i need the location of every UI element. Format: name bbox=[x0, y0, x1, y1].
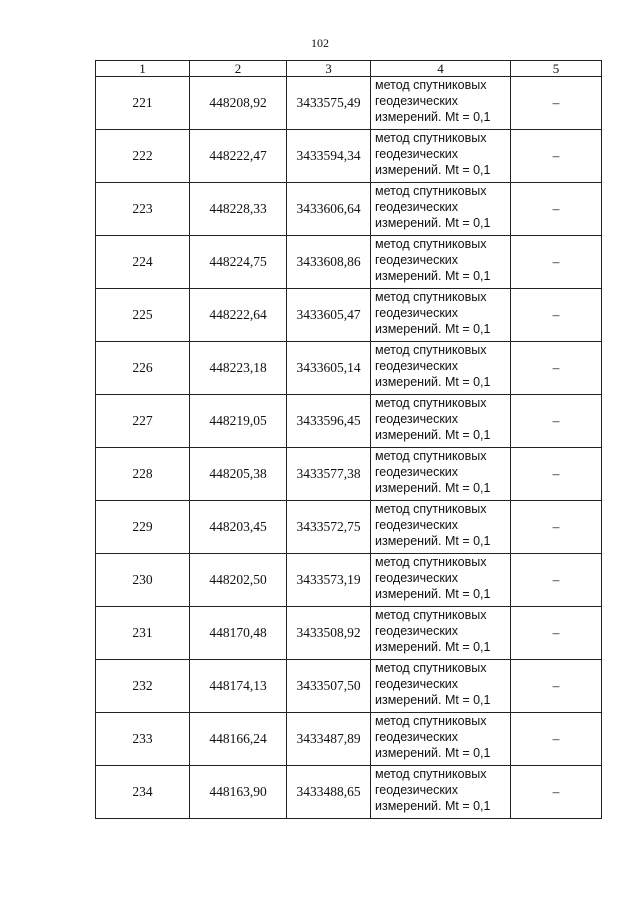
page-number: 102 bbox=[311, 36, 329, 50]
note-cell: – bbox=[511, 766, 602, 819]
method-line: метод спутниковых bbox=[375, 290, 487, 304]
y-coordinate-cell: 3433605,14 bbox=[287, 342, 371, 395]
x-coordinate-cell: 448224,75 bbox=[190, 236, 287, 289]
point-number-cell: 232 bbox=[96, 660, 190, 713]
note-cell: – bbox=[511, 77, 602, 130]
method-line: измерений. Mt = 0,1 bbox=[375, 640, 491, 654]
method-line: геодезических bbox=[375, 200, 459, 214]
method-line: метод спутниковых bbox=[375, 661, 487, 675]
method-cell bbox=[371, 236, 511, 289]
note-cell: – bbox=[511, 660, 602, 713]
note-cell: – bbox=[511, 183, 602, 236]
header-col-2: 2 bbox=[190, 61, 287, 77]
y-coordinate-cell: 3433488,65 bbox=[287, 766, 371, 819]
note-cell: – bbox=[511, 554, 602, 607]
method-line: геодезических bbox=[375, 359, 459, 373]
y-coordinate-cell: 3433572,75 bbox=[287, 501, 371, 554]
method-line: метод спутниковых bbox=[375, 767, 487, 781]
table-row bbox=[96, 713, 602, 766]
method-line: измерений. Mt = 0,1 bbox=[375, 322, 491, 336]
table-header bbox=[96, 61, 602, 77]
method-line: геодезических bbox=[375, 412, 459, 426]
x-coordinate-cell: 448163,90 bbox=[190, 766, 287, 819]
method-line: измерений. Mt = 0,1 bbox=[375, 746, 491, 760]
method-line: метод спутниковых bbox=[375, 396, 487, 410]
table-row bbox=[96, 660, 602, 713]
point-number-cell: 224 bbox=[96, 236, 190, 289]
y-coordinate-cell: 3433575,49 bbox=[287, 77, 371, 130]
method-line: геодезических bbox=[375, 624, 459, 638]
x-coordinate-cell: 448203,45 bbox=[190, 501, 287, 554]
point-number-cell: 229 bbox=[96, 501, 190, 554]
method-line: геодезических bbox=[375, 571, 459, 585]
note-cell: – bbox=[511, 448, 602, 501]
method-line: метод спутниковых bbox=[375, 237, 487, 251]
method-line: метод спутниковых bbox=[375, 555, 487, 569]
x-coordinate-cell: 448170,48 bbox=[190, 607, 287, 660]
method-line: метод спутниковых bbox=[375, 714, 487, 728]
method-line: геодезических bbox=[375, 147, 459, 161]
method-line: геодезических bbox=[375, 94, 459, 108]
method-line: измерений. Mt = 0,1 bbox=[375, 163, 491, 177]
table-row bbox=[96, 236, 602, 289]
y-coordinate-cell: 3433594,34 bbox=[287, 130, 371, 183]
method-line: измерений. Mt = 0,1 bbox=[375, 110, 491, 124]
y-coordinate-cell: 3433606,64 bbox=[287, 183, 371, 236]
method-line: метод спутниковых bbox=[375, 184, 487, 198]
y-coordinate-cell: 3433608,86 bbox=[287, 236, 371, 289]
y-coordinate-cell: 3433596,45 bbox=[287, 395, 371, 448]
point-number-cell: 228 bbox=[96, 448, 190, 501]
method-cell bbox=[371, 289, 511, 342]
header-row bbox=[96, 61, 602, 77]
y-coordinate-cell: 3433573,19 bbox=[287, 554, 371, 607]
method-line: метод спутниковых bbox=[375, 131, 487, 145]
method-line: геодезических bbox=[375, 730, 459, 744]
method-line: метод спутниковых bbox=[375, 343, 487, 357]
point-number-cell: 226 bbox=[96, 342, 190, 395]
point-number-cell: 231 bbox=[96, 607, 190, 660]
method-line: метод спутниковых bbox=[375, 608, 487, 622]
table-row bbox=[96, 448, 602, 501]
note-cell: – bbox=[511, 236, 602, 289]
point-number-cell: 221 bbox=[96, 77, 190, 130]
method-line: измерений. Mt = 0,1 bbox=[375, 693, 491, 707]
note-cell: – bbox=[511, 130, 602, 183]
x-coordinate-cell: 448166,24 bbox=[190, 713, 287, 766]
header-col-5: 5 bbox=[511, 61, 602, 77]
note-cell: – bbox=[511, 395, 602, 448]
x-coordinate-cell: 448222,47 bbox=[190, 130, 287, 183]
method-line: измерений. Mt = 0,1 bbox=[375, 481, 491, 495]
method-cell bbox=[371, 130, 511, 183]
header-col-1: 1 bbox=[96, 61, 190, 77]
x-coordinate-cell: 448208,92 bbox=[190, 77, 287, 130]
table-row bbox=[96, 501, 602, 554]
method-cell bbox=[371, 448, 511, 501]
x-coordinate-cell: 448202,50 bbox=[190, 554, 287, 607]
method-cell bbox=[371, 554, 511, 607]
x-coordinate-cell: 448219,05 bbox=[190, 395, 287, 448]
header-col-4: 4 bbox=[371, 61, 511, 77]
y-coordinate-cell: 3433508,92 bbox=[287, 607, 371, 660]
method-line: геодезических bbox=[375, 465, 459, 479]
x-coordinate-cell: 448205,38 bbox=[190, 448, 287, 501]
x-coordinate-cell: 448222,64 bbox=[190, 289, 287, 342]
y-coordinate-cell: 3433577,38 bbox=[287, 448, 371, 501]
note-cell: – bbox=[511, 607, 602, 660]
note-cell: – bbox=[511, 342, 602, 395]
method-line: метод спутниковых bbox=[375, 449, 487, 463]
table-row bbox=[96, 183, 602, 236]
coordinates-table bbox=[95, 60, 602, 819]
x-coordinate-cell: 448174,13 bbox=[190, 660, 287, 713]
note-cell: – bbox=[511, 501, 602, 554]
method-line: измерений. Mt = 0,1 bbox=[375, 428, 491, 442]
table-row bbox=[96, 554, 602, 607]
x-coordinate-cell: 448223,18 bbox=[190, 342, 287, 395]
point-number-cell: 233 bbox=[96, 713, 190, 766]
y-coordinate-cell: 3433487,89 bbox=[287, 713, 371, 766]
header-col-3: 3 bbox=[287, 61, 371, 77]
method-cell bbox=[371, 395, 511, 448]
method-cell bbox=[371, 183, 511, 236]
method-cell bbox=[371, 713, 511, 766]
method-line: измерений. Mt = 0,1 bbox=[375, 269, 491, 283]
method-cell bbox=[371, 77, 511, 130]
method-line: геодезических bbox=[375, 783, 459, 797]
method-line: геодезических bbox=[375, 677, 459, 691]
x-coordinate-cell: 448228,33 bbox=[190, 183, 287, 236]
method-line: метод спутниковых bbox=[375, 78, 487, 92]
method-cell bbox=[371, 607, 511, 660]
method-line: измерений. Mt = 0,1 bbox=[375, 216, 491, 230]
method-cell bbox=[371, 766, 511, 819]
point-number-cell: 227 bbox=[96, 395, 190, 448]
table-row bbox=[96, 395, 602, 448]
table-row bbox=[96, 77, 602, 130]
y-coordinate-cell: 3433605,47 bbox=[287, 289, 371, 342]
table-row bbox=[96, 766, 602, 819]
table-row bbox=[96, 130, 602, 183]
table-body bbox=[96, 77, 602, 819]
y-coordinate-cell: 3433507,50 bbox=[287, 660, 371, 713]
method-cell bbox=[371, 501, 511, 554]
method-line: метод спутниковых bbox=[375, 502, 487, 516]
method-line: геодезических bbox=[375, 253, 459, 267]
note-cell: – bbox=[511, 289, 602, 342]
point-number-cell: 234 bbox=[96, 766, 190, 819]
point-number-cell: 222 bbox=[96, 130, 190, 183]
note-cell: – bbox=[511, 713, 602, 766]
table-row bbox=[96, 289, 602, 342]
point-number-cell: 223 bbox=[96, 183, 190, 236]
point-number-cell: 225 bbox=[96, 289, 190, 342]
method-line: геодезических bbox=[375, 518, 459, 532]
method-line: измерений. Mt = 0,1 bbox=[375, 799, 491, 813]
method-line: измерений. Mt = 0,1 bbox=[375, 534, 491, 548]
table-row bbox=[96, 342, 602, 395]
method-line: измерений. Mt = 0,1 bbox=[375, 375, 491, 389]
method-cell bbox=[371, 342, 511, 395]
method-cell bbox=[371, 660, 511, 713]
method-line: геодезических bbox=[375, 306, 459, 320]
point-number-cell: 230 bbox=[96, 554, 190, 607]
table-row bbox=[96, 607, 602, 660]
method-line: измерений. Mt = 0,1 bbox=[375, 587, 491, 601]
